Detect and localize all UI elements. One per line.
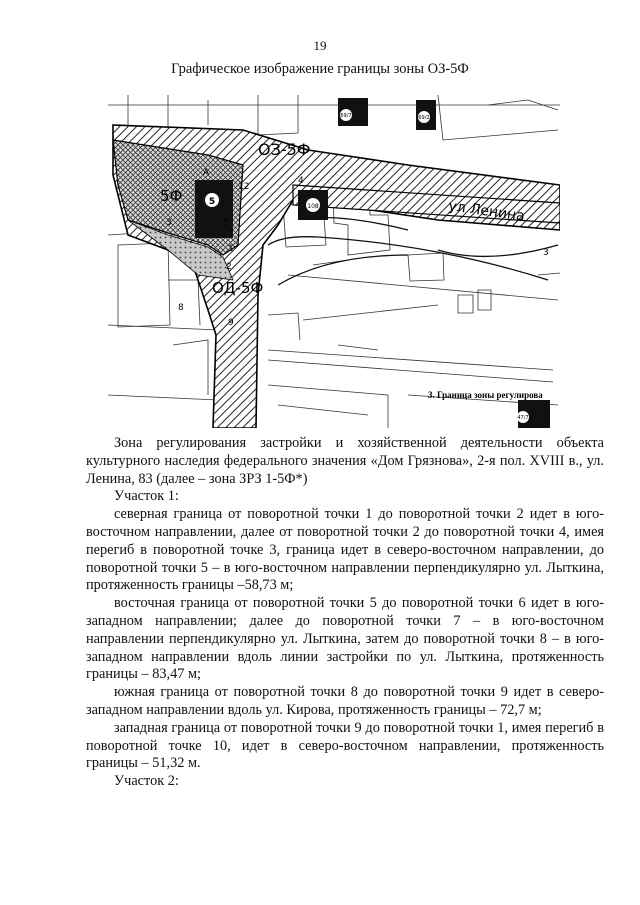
label-street-lenina: ул Ленина [447, 198, 526, 225]
point-3: 3 [543, 248, 549, 258]
page-number: 19 [313, 38, 327, 53]
point-3b: 3 [166, 218, 172, 228]
point-2: 2 [226, 262, 232, 272]
label-building-108: 108 [307, 203, 319, 210]
label-zone-5f: 5Ф [160, 187, 183, 205]
point-5: 5 [223, 218, 229, 228]
body-text [86, 435, 604, 791]
point-12: 12 [238, 182, 250, 192]
label-building-5: 5 [208, 197, 216, 207]
paragraph-south: южная граница от поворотной точки 8 до поворотной точки 9 идет в северо-западном направлении вдоль ул. Кирова, протяженность границы – 72,7 м; [86, 684, 604, 718]
paragraph-section-1: Участок 1: [114, 488, 179, 505]
point-a: А [203, 168, 210, 178]
paragraph-zone: Зона регулирования застройки и хозяйственной деятельности объекта культурного наследия федерального значения «Дом Грязнова», 2-я пол. XVIII в., ул. Ленина, 83 (далее – зона ЗРЗ 1-5Ф*) [86, 435, 604, 487]
paragraph-section-2: Участок 2: [114, 773, 179, 790]
page-title: Графическое изображение границы зоны ОЗ-5Ф [171, 61, 469, 77]
label-building-69-2: 69/2 [418, 115, 430, 121]
map-caption: 3. Граница зоны регулирова [428, 390, 543, 400]
paragraph-east: восточная граница от поворотной точки 5 до поворотной точки 6 идет в юго-западном направлении; далее до поворотной точки 7 – в юго-восточном направлении перпендикулярно ул. Лыткина, затем до поворотной точки 8 – в юго-западном направлении вдоль линии застройки по ул. Лыткина, протяженность границы – 83,47 м; [86, 595, 604, 683]
label-zone-oz-5f: ОЗ-5Ф [258, 140, 311, 159]
point-4: 4 [298, 176, 304, 186]
paragraph-west: западная граница от поворотной точки 9 до поворотной точки 1, имея перегиб в поворотной точке 10, идет в северо-восточном направлении, протяженность границы – 51,32 м. [86, 719, 604, 772]
label-zone-od-5f: ОД-5Ф [212, 279, 264, 297]
roads [268, 218, 558, 286]
point-8: 8 [178, 303, 184, 313]
point-1: 1 [228, 244, 234, 254]
label-building-47-7: 47/7 [517, 415, 529, 421]
label-building-69-7: 69/7 [340, 113, 352, 119]
paragraph-north: северная граница от поворотной точки 1 до поворотной точки 2 идет в юго-восточном направлении, далее от поворотной точки 2 до поворотной точки 4, имея перегиб в поворотной точке 3, граница идет в северо-восточном направлении, до поворотной точки 5 – в юго-восточном направлении перпендикулярно ул. Лыткина, протяженность границы –58,73 м; [86, 506, 604, 594]
zone-boundary-map [108, 95, 560, 428]
point-9: 9 [228, 318, 234, 328]
building-5 [195, 180, 233, 238]
